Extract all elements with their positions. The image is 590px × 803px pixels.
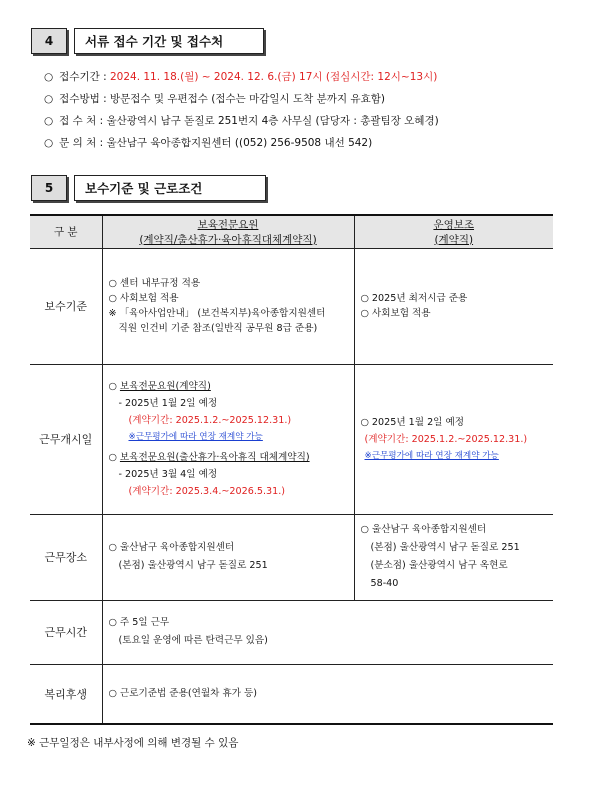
- place-assistant-cell: ○ 울산남구 육아종합지원센터 (본점) 울산광역시 남구 돋질로 251 (분소점) 울산광역시 남구 옥현로 58-40: [354, 514, 553, 600]
- pay-assistant-cell: ○ 2025년 최저시급 준용 ○ 사회보험 적용: [354, 248, 553, 364]
- place-specialist-cell: ○ 울산남구 육아종합지원센터 (본점) 울산광역시 남구 돋질로 251: [102, 514, 354, 600]
- table-row: [30, 514, 553, 600]
- section-number: 4: [31, 28, 67, 54]
- table-row: [30, 364, 553, 514]
- conditions-table: [30, 214, 553, 725]
- table-row: [30, 600, 553, 664]
- pay-specialist-cell: ○ 센터 내부규정 적용 ○ 사회보험 적용 ※ 「육아사업안내」 (보건복지부)육아종합지원센터 직원 인건비 기준 참조(일반직 공무원 8급 준용): [102, 248, 354, 364]
- section-title: 서류 접수 기간 및 접수처: [74, 28, 264, 54]
- section-title: 보수기준 및 근로조건: [74, 175, 266, 201]
- section-number: 5: [31, 175, 67, 201]
- info-line-contact: ○ 문 의 처 : 울산남구 육아종합지원센터 ((052) 256-9508 내선 542): [44, 137, 373, 149]
- info-line-place: ○ 접 수 처 : 울산광역시 남구 돋질로 251번지 4층 사무실 (담당자 : 총괄팀장 오혜경): [44, 115, 439, 127]
- table-row: [30, 248, 553, 364]
- section-4-header: [31, 28, 264, 56]
- info-line-period: ○ 접수기간 : 2024. 11. 18.(월) ~ 2024. 12. 6.(금) 17시 (점심시간: 12시~13시): [44, 71, 438, 83]
- row-label-place: 근무장소: [30, 514, 102, 600]
- hours-cell: ○ 주 5일 근무 (토요일 운영에 따른 탄력근무 있음): [102, 600, 553, 664]
- start-specialist-cell: ○ 보육전문요원(계약직) - 2025년 1월 2일 예정 (계약기간: 2025.1.2.~2025.12.31.) ※근무평가에 따라 연장 재계약 가능 ○ 보육전문요원(출산휴가·육아휴직 대체계약직) - 2025년 3월 4일 예정 (계약기간: 2025.3.4.~2026.5.31.): [102, 364, 354, 514]
- info-line-method: ○ 접수방법 : 방문접수 및 우편접수 (접수는 마감일시 도착 분까지 유효함): [44, 93, 385, 105]
- footnote: ※ 근무일정은 내부사정에 의해 변경될 수 있음: [27, 737, 239, 749]
- header-assistant: 운영보조 (계약직): [354, 215, 553, 248]
- header-specialist: 보육전문요원 (계약직/출산휴가·육아휴직대체계약직): [102, 215, 354, 248]
- header-category: 구 분: [30, 215, 102, 248]
- table-row: [30, 664, 553, 724]
- row-label-pay: 보수기준: [30, 248, 102, 364]
- row-label-hours: 근무시간: [30, 600, 102, 664]
- welfare-cell: ○ 근로기준법 준용(연월차 휴가 등): [102, 664, 553, 724]
- section-5-header: [31, 175, 266, 203]
- start-assistant-cell: ○ 2025년 1월 2일 예정 (계약기간: 2025.1.2.~2025.12.31.) ※근무평가에 따라 연장 재계약 가능: [354, 364, 553, 514]
- row-label-start: 근무개시일: [30, 364, 102, 514]
- row-label-welfare: 복리후생: [30, 664, 102, 724]
- table-header-row: [30, 215, 553, 248]
